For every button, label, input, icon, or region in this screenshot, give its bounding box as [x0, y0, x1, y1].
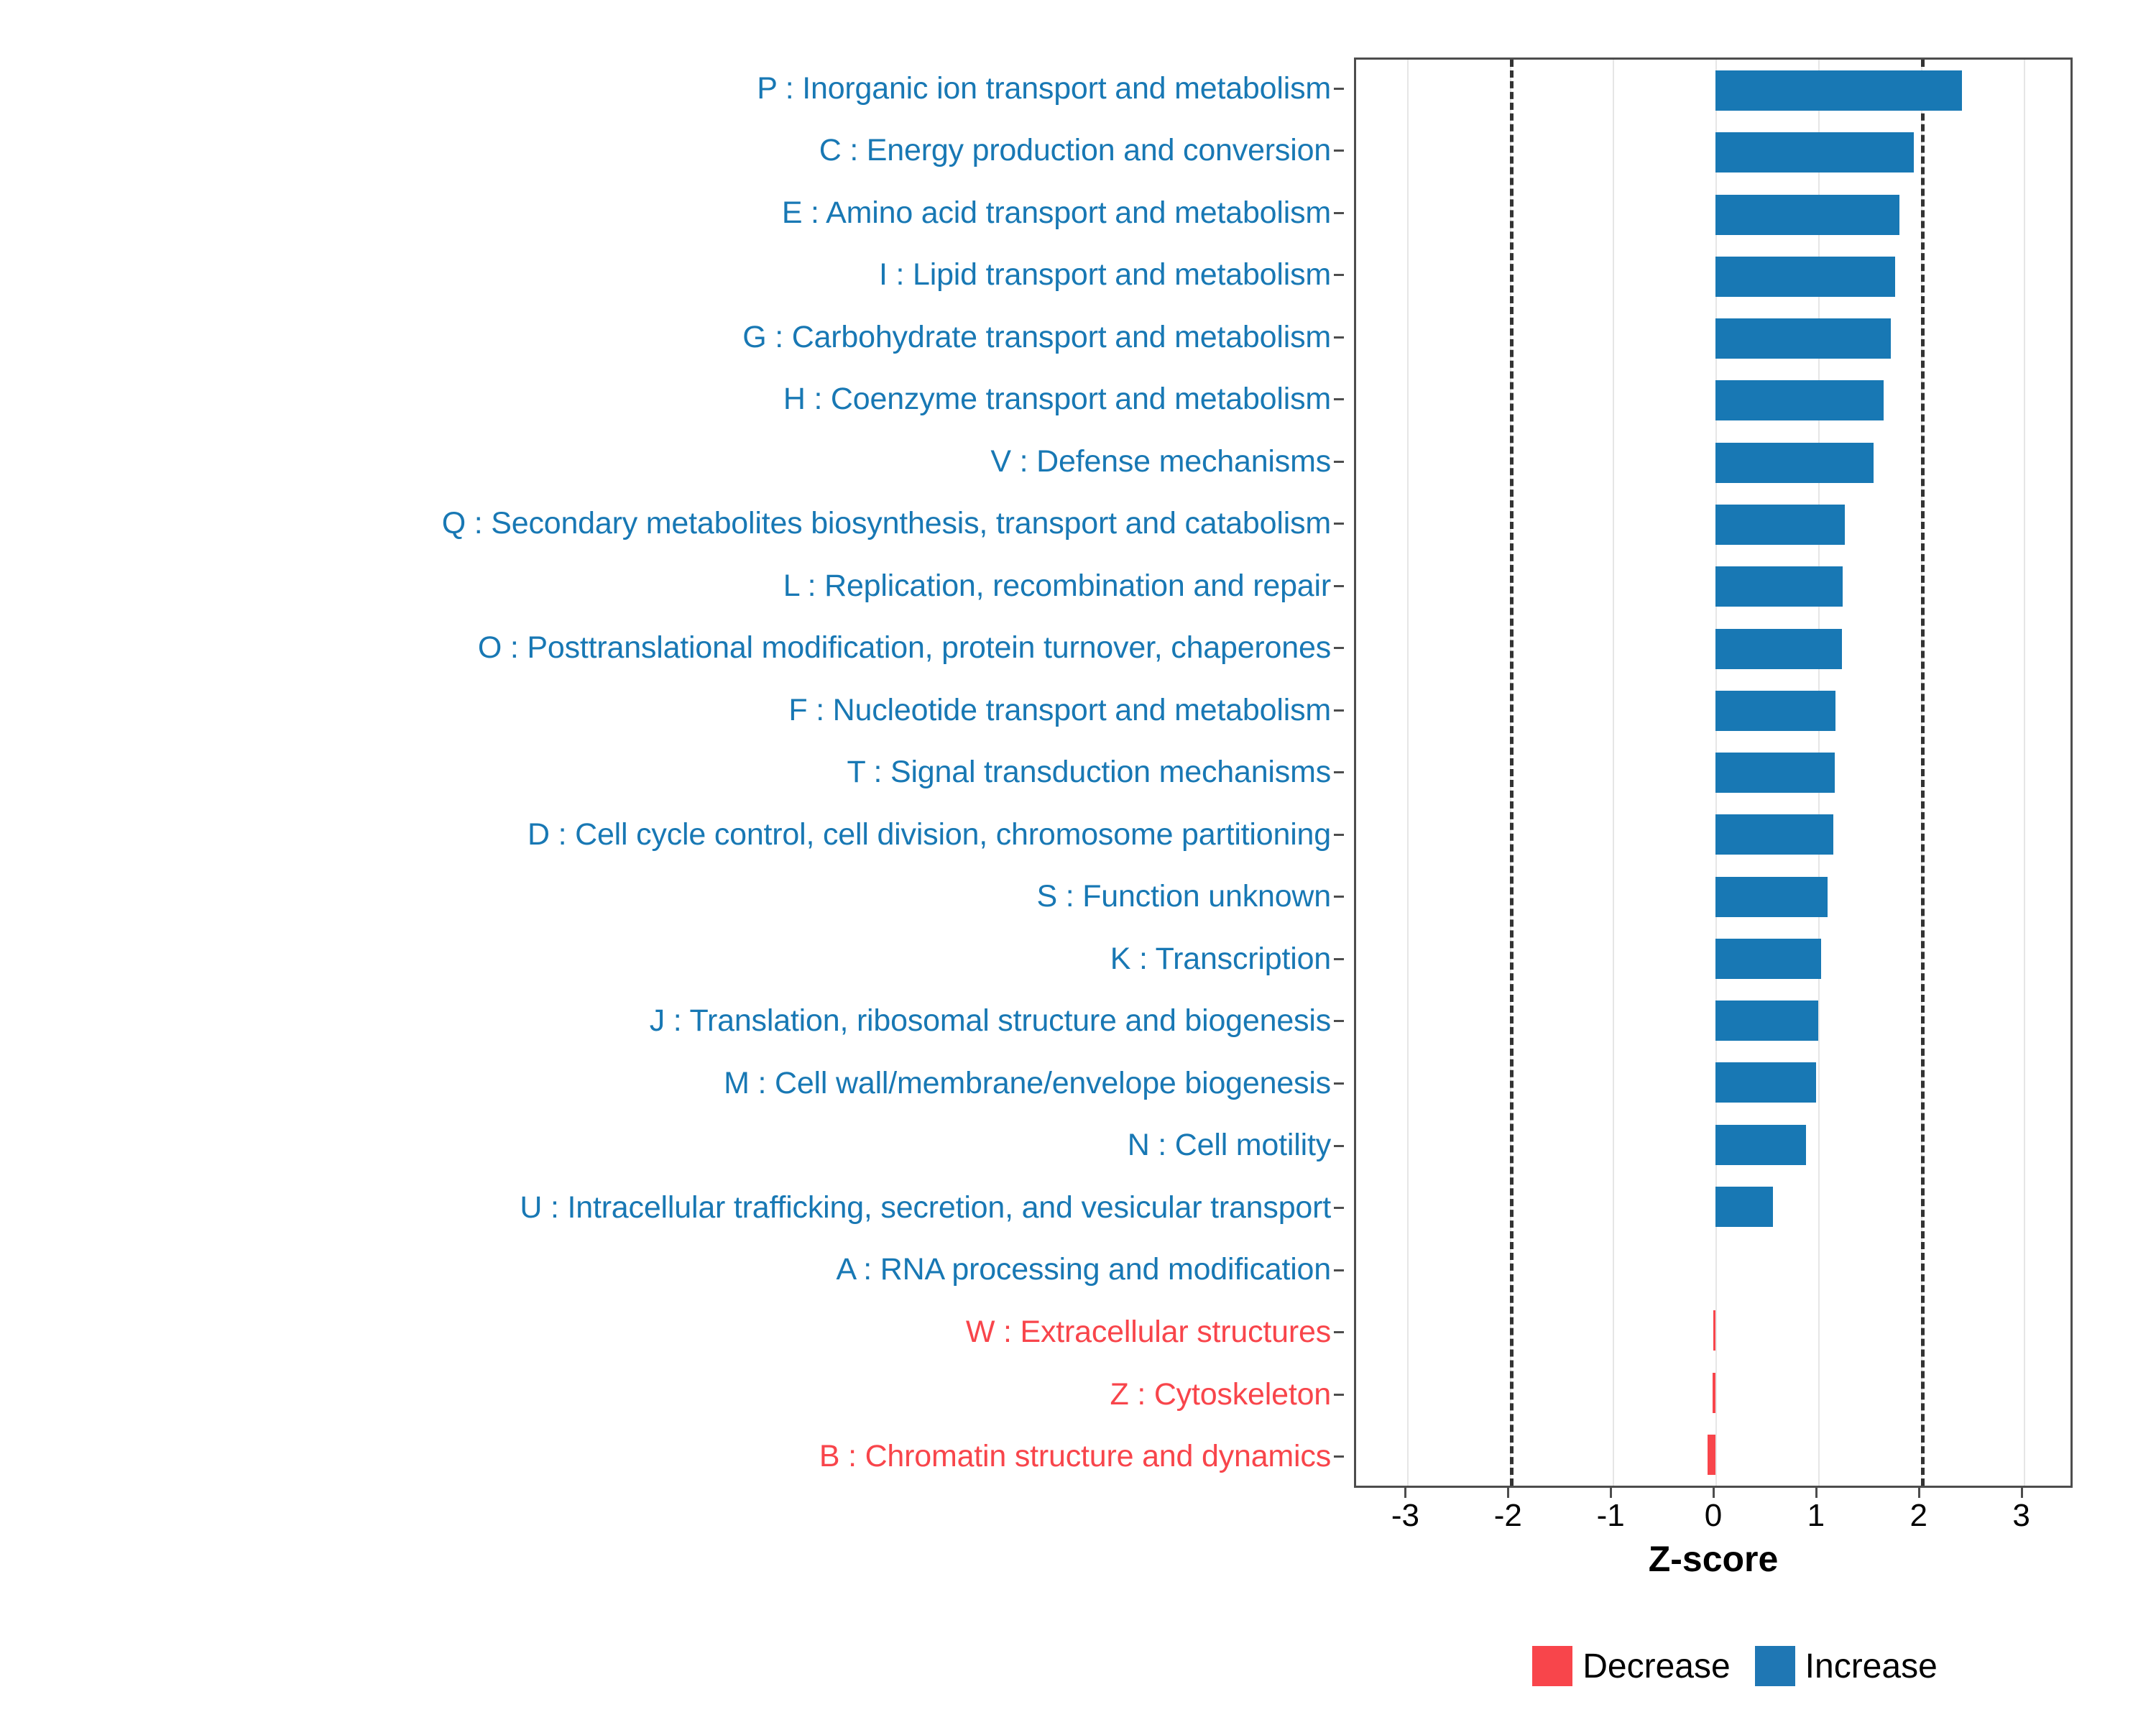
bar	[1715, 566, 1843, 607]
bar	[1715, 1000, 1818, 1041]
bar-row	[1356, 928, 2070, 990]
bar-row	[1356, 60, 2070, 121]
legend-label: Increase	[1805, 1647, 1938, 1685]
x-axis-tick-mark	[1713, 1488, 1715, 1498]
x-axis-tick-mark	[1815, 1488, 1818, 1498]
y-axis-tick-mark	[1334, 1082, 1344, 1085]
bar-row	[1356, 246, 2070, 308]
y-axis-label-row	[0, 369, 1344, 431]
bar	[1715, 629, 1842, 669]
y-axis-tick-mark	[1334, 709, 1344, 712]
y-axis-tick-mark	[1334, 461, 1344, 463]
x-axis-tick-mark	[1610, 1488, 1612, 1498]
y-axis-label-row	[0, 431, 1344, 493]
y-axis-label-row	[0, 617, 1344, 680]
y-axis-label-row	[0, 1052, 1344, 1115]
bar	[1715, 1062, 1816, 1103]
bar	[1715, 877, 1828, 917]
bar-row	[1356, 1114, 2070, 1176]
category-label: W : Extracellular structures	[965, 1315, 1331, 1349]
x-axis-ticks	[1354, 1488, 2073, 1531]
legend-item[interactable]	[1532, 1646, 1730, 1686]
bar-row	[1356, 1424, 2070, 1486]
bar-row	[1356, 1300, 2070, 1361]
bar-row	[1356, 990, 2070, 1052]
bar-row	[1356, 432, 2070, 494]
legend-label: Decrease	[1583, 1647, 1731, 1685]
x-axis-tick-label: 3	[2012, 1498, 2030, 1533]
y-axis-label-row	[0, 679, 1344, 742]
category-label: G : Carbohydrate transport and metabolism	[742, 319, 1331, 354]
y-axis-label-row	[0, 990, 1344, 1053]
y-axis-label-row	[0, 493, 1344, 556]
y-axis-label-row	[0, 1239, 1344, 1302]
bar	[1715, 1125, 1806, 1165]
category-label: E : Amino acid transport and metabolism	[781, 195, 1331, 230]
bar-row	[1356, 121, 2070, 183]
y-axis-label-row	[0, 58, 1344, 120]
y-axis-label-row	[0, 742, 1344, 804]
y-axis-label-row	[0, 555, 1344, 617]
bar-row	[1356, 617, 2070, 679]
legend-swatch	[1755, 1646, 1795, 1686]
category-label: U : Intracellular trafficking, secretion, and vesicular transport	[520, 1190, 1331, 1225]
category-label: C : Energy production and conversion	[819, 133, 1331, 168]
y-axis-tick-mark	[1334, 523, 1344, 525]
bar	[1715, 132, 1914, 172]
y-axis-tick-mark	[1334, 88, 1344, 90]
category-label: B : Chromatin structure and dynamics	[819, 1439, 1331, 1474]
y-axis-label-row	[0, 1425, 1344, 1488]
x-axis-tick-label: -1	[1596, 1498, 1625, 1533]
bar-row	[1356, 865, 2070, 927]
y-axis-label-row	[0, 1301, 1344, 1363]
category-label: I : Lipid transport and metabolism	[879, 257, 1331, 293]
plot-panel	[1354, 58, 2073, 1488]
y-axis-tick-mark	[1334, 150, 1344, 152]
x-axis-tick-label: 1	[1807, 1498, 1825, 1533]
category-label: N : Cell motility	[1127, 1128, 1331, 1163]
bar-row	[1356, 680, 2070, 742]
bar-row	[1356, 184, 2070, 246]
category-label: P : Inorganic ion transport and metabolism	[757, 70, 1331, 106]
category-label: V : Defense mechanisms	[990, 443, 1331, 479]
category-label: O : Posttranslational modification, protein turnover, chaperones	[477, 630, 1331, 666]
x-axis-tick-mark	[1507, 1488, 1509, 1498]
category-label: H : Coenzyme transport and metabolism	[783, 382, 1331, 417]
category-label: Z : Cytoskeleton	[1110, 1376, 1331, 1412]
y-axis-tick-mark	[1334, 647, 1344, 649]
bar	[1715, 1187, 1773, 1227]
legend	[1354, 1646, 2116, 1686]
legend-swatch	[1532, 1646, 1572, 1686]
y-axis-tick-mark	[1334, 274, 1344, 276]
category-label: L : Replication, recombination and repair	[783, 568, 1331, 603]
y-axis-tick-mark	[1334, 896, 1344, 898]
x-axis-tick-mark	[1918, 1488, 1920, 1498]
y-axis-label-row	[0, 804, 1344, 866]
y-axis-tick-mark	[1334, 1207, 1344, 1209]
legend-item[interactable]	[1755, 1646, 1938, 1686]
category-label: K : Transcription	[1110, 941, 1331, 976]
y-axis-tick-mark	[1334, 1145, 1344, 1147]
y-axis-tick-mark	[1334, 398, 1344, 400]
category-label: M : Cell wall/membrane/envelope biogenesis	[724, 1065, 1331, 1100]
category-label: T : Signal transduction mechanisms	[847, 755, 1331, 790]
x-axis-tick-label: -3	[1391, 1498, 1419, 1533]
y-axis-label-row	[0, 1115, 1344, 1177]
bar-row	[1356, 556, 2070, 617]
y-axis-label-row	[0, 928, 1344, 990]
y-axis-tick-mark	[1334, 834, 1344, 836]
bar-row	[1356, 1238, 2070, 1300]
bar	[1715, 505, 1845, 545]
category-label: S : Function unknown	[1036, 879, 1331, 914]
bar	[1715, 939, 1821, 979]
bar-row	[1356, 1176, 2070, 1238]
y-axis-label-row	[0, 182, 1344, 244]
bar	[1715, 195, 1899, 235]
bar-row	[1356, 494, 2070, 556]
bar	[1708, 1435, 1715, 1475]
y-axis-label-row	[0, 1177, 1344, 1239]
bar-row	[1356, 742, 2070, 804]
bar	[1715, 380, 1884, 420]
y-axis-category-labels	[0, 58, 1344, 1488]
category-label: D : Cell cycle control, cell division, chromosome partitioning	[528, 816, 1331, 852]
bar-row	[1356, 1362, 2070, 1424]
y-axis-tick-mark	[1334, 771, 1344, 773]
y-axis-label-row	[0, 866, 1344, 929]
category-label: J : Translation, ribosomal structure and biogenesis	[649, 1003, 1331, 1039]
bar-series	[1356, 60, 2070, 1486]
y-axis-tick-mark	[1334, 212, 1344, 214]
y-axis-tick-mark	[1334, 1331, 1344, 1333]
bar-row	[1356, 308, 2070, 369]
x-axis-title: Z-score	[1648, 1539, 1779, 1579]
bar	[1715, 318, 1891, 359]
bar	[1715, 70, 1962, 111]
x-axis-tick-mark	[2021, 1488, 2023, 1498]
y-axis-label-row	[0, 306, 1344, 369]
bar	[1715, 753, 1835, 793]
category-label: F : Nucleotide transport and metabolism	[788, 692, 1331, 727]
bar-row	[1356, 369, 2070, 431]
x-axis-tick-label: 2	[1909, 1498, 1927, 1533]
y-axis-tick-mark	[1334, 1455, 1344, 1458]
x-axis-tick-label: -2	[1493, 1498, 1522, 1533]
y-axis-label-row	[0, 244, 1344, 307]
y-axis-tick-mark	[1334, 1020, 1344, 1022]
bar	[1715, 814, 1833, 855]
x-axis-tick-label: 0	[1704, 1498, 1723, 1533]
x-axis-tick-mark	[1404, 1488, 1406, 1498]
bar	[1715, 691, 1835, 731]
y-axis-tick-mark	[1334, 585, 1344, 587]
y-axis-label-row	[0, 1363, 1344, 1426]
y-axis-tick-mark	[1334, 336, 1344, 339]
category-label: A : RNA processing and modification	[836, 1252, 1331, 1287]
y-axis-tick-mark	[1334, 958, 1344, 960]
category-label: Q : Secondary metabolites biosynthesis, transport and catabolism	[441, 506, 1331, 541]
bar	[1715, 257, 1895, 297]
bar	[1715, 443, 1874, 483]
y-axis-tick-mark	[1334, 1269, 1344, 1271]
bar-row	[1356, 804, 2070, 865]
y-axis-label-row	[0, 120, 1344, 183]
y-axis-tick-mark	[1334, 1394, 1344, 1396]
bar-row	[1356, 1052, 2070, 1113]
bar	[1713, 1373, 1715, 1413]
bar	[1713, 1310, 1715, 1351]
